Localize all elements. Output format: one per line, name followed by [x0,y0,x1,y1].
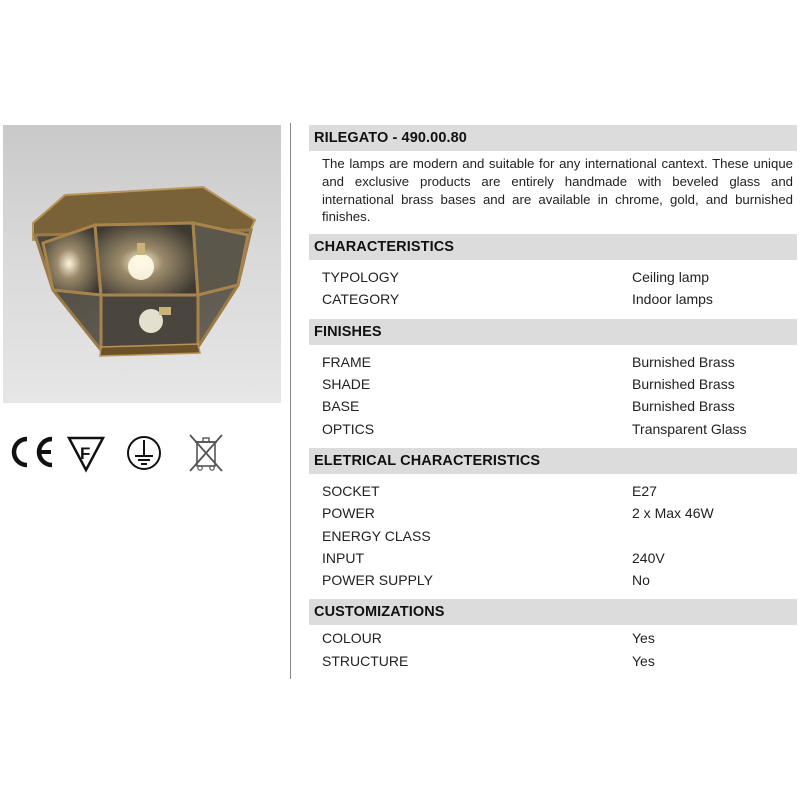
spec-label: STRUCTURE [322,652,409,669]
spec-value: Indoor lamps [632,291,713,308]
spec-value: Yes [632,652,655,669]
section-electrical [309,448,797,599]
spec-value: Ceiling lamp [632,269,710,286]
spec-value: 240V [632,549,665,566]
section-header: CUSTOMIZATIONS [309,599,797,625]
spec-label: INPUT [322,549,364,566]
spec-label: ENERGY CLASS [322,527,431,544]
spec-value: Transparent Glass [632,420,747,437]
spec-row-structure [309,650,797,672]
ce-mark-icon [6,430,54,476]
spec-label: POWER [322,505,375,522]
product-title: RILEGATO - 490.00.80 [309,125,797,151]
product-description: The lamps are modern and suitable for any international cantext. These unique and exclusive products are entirely handmade with beveled glass and international brass bases and are available in chrome, gold, and burnished finishes. [322,156,793,225]
ceiling-lamp-image [3,125,281,403]
spec-label: TYPOLOGY [322,269,400,286]
spec-row-socket [309,480,797,502]
section-header: ELETRICAL CHARACTERISTICS [309,448,797,474]
spec-value: No [632,572,650,589]
spec-value: E27 [632,482,657,499]
spec-row-power [309,502,797,524]
spec-row-colour [309,627,797,649]
spec-row-power-supply [309,569,797,591]
section-finishes [309,319,797,448]
section-header: FINISHES [309,319,797,345]
section-customizations [309,599,797,680]
product-photo [3,125,281,403]
spec-label: BASE [322,398,360,415]
spec-row-typology [309,266,797,288]
spec-label: FRAME [322,353,371,370]
spec-label: CATEGORY [322,291,400,308]
spec-row-category [309,288,797,310]
weee-bin-icon [186,430,226,476]
svg-text:F: F [80,444,91,463]
f-mark-icon [66,430,106,476]
ground-symbol-icon [124,430,164,476]
spec-value: Burnished Brass [632,398,735,415]
spec-value: Burnished Brass [632,376,735,393]
spec-label: SOCKET [322,482,380,499]
section-header: CHARACTERISTICS [309,234,797,260]
spec-value: Yes [632,630,655,647]
certification-marks [0,430,290,480]
spec-row-input [309,547,797,569]
column-divider [290,123,291,679]
page-crop [309,679,800,800]
section-characteristics [309,234,797,319]
spec-row-frame [309,351,797,373]
spec-column [309,125,797,680]
spec-label: OPTICS [322,420,375,437]
spec-label: POWER SUPPLY [322,572,433,589]
spec-value: Burnished Brass [632,353,735,370]
spec-row-base [309,395,797,417]
spec-row-optics [309,418,797,440]
spec-label: COLOUR [322,630,382,647]
spec-row-energy-class [309,525,797,547]
spec-label: SHADE [322,376,371,393]
spec-value: 2 x Max 46W [632,505,714,522]
spec-row-shade [309,373,797,395]
